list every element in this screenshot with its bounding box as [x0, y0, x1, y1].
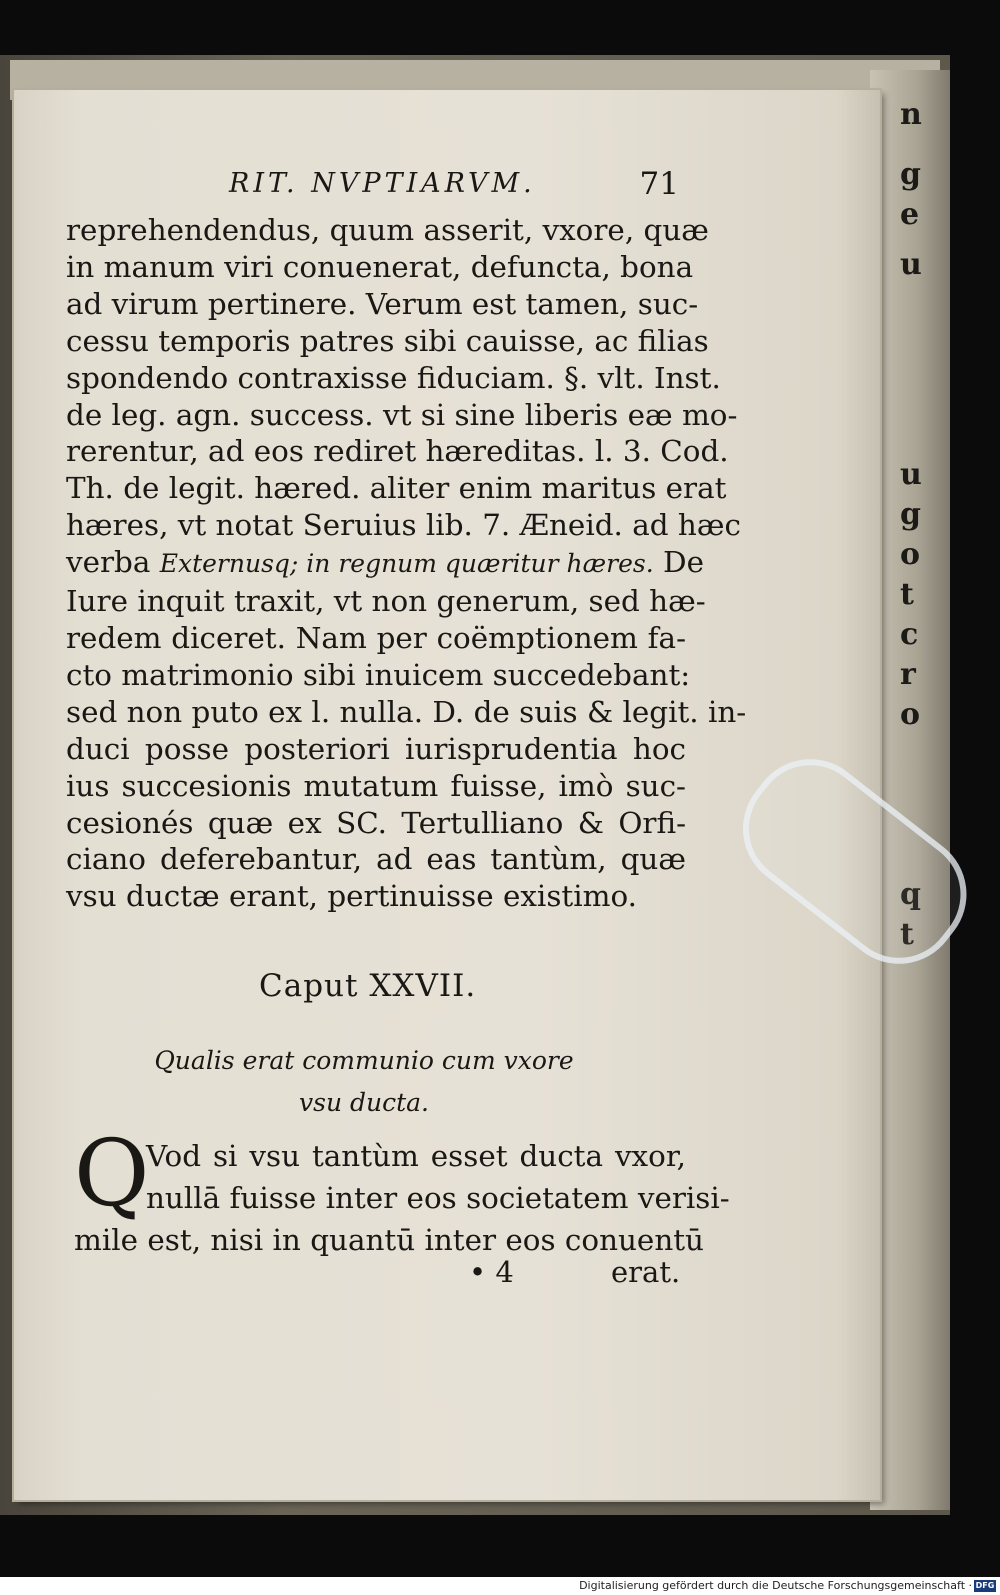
- text-line: reprehendendus, quum asserit, vxore, quæ: [66, 213, 709, 247]
- text-line: nullā fuisse inter eos societatem verisi-: [146, 1181, 730, 1215]
- dfg-logo: DFG: [975, 1581, 995, 1590]
- text-line: duci posse posteriori iurisprudentia hoc: [66, 731, 686, 766]
- text-line: cessu temporis patres sibi cauisse, ac filias: [66, 323, 709, 358]
- catchword: erat.: [611, 1255, 681, 1289]
- digitization-credit: Digitalisierung gefördert durch die Deutsche Forschungsgemeinschaft ·: [579, 1579, 972, 1592]
- text-line: vsu ductæ erant, pertinuisse existimo.: [66, 879, 638, 914]
- chapter-subtitle-line: vsu ducta.: [298, 1088, 429, 1117]
- running-head: [229, 168, 679, 208]
- adjacent-glyph: e: [900, 197, 920, 232]
- text-line: rerentur, ad eos rediret hæreditas. l. 3. Cod.: [66, 434, 729, 469]
- adjacent-glyph: t: [900, 917, 914, 952]
- text-line: redem diceret. Nam per coëmptionem fa-: [66, 620, 686, 655]
- signature-mark: • 4: [469, 1255, 514, 1289]
- verba-after: De: [663, 545, 704, 580]
- text-line: ciano deferebantur, ad eas tantùm, quæ: [66, 842, 686, 877]
- verba-word: verba: [66, 545, 151, 580]
- adjacent-glyph: r: [900, 657, 916, 692]
- book-page: [14, 90, 880, 1500]
- text-line: Vod si vsu tantùm esset ducta vxor,: [146, 1139, 686, 1173]
- adjacent-glyph: g: [900, 497, 921, 532]
- text-line: Iure inquit traxit, vt non generum, sed hæ-: [66, 584, 706, 619]
- adjacent-glyph: c: [900, 617, 919, 652]
- text-line: mile est, nisi in quantū inter eos conuentū: [74, 1223, 704, 1257]
- main-text-block: [66, 212, 747, 915]
- text-line: hæres, vt notat Seruius lib. 7. Æneid. ad hæc: [66, 508, 741, 543]
- verba-line: [66, 544, 704, 583]
- chapter-heading: Caput XXVII.: [259, 968, 477, 1004]
- chapter-subtitle-line: Qualis erat communio cum vxore: [154, 1046, 574, 1075]
- text-line: cesionés quæ ex SC. Tertulliano & Orfi-: [66, 805, 686, 840]
- chapter-subtitle: [134, 1040, 594, 1124]
- text-line: in manum viri conuenerat, defuncta, bona: [66, 249, 694, 284]
- text-line: sed non puto ex l. nulla. D. de suis & legit. in-: [66, 694, 747, 729]
- page-number: 71: [639, 166, 679, 202]
- text-line: ius succesionis mutatum fuisse, imò suc-: [66, 768, 686, 803]
- adjacent-glyph: u: [900, 247, 922, 282]
- adjacent-glyph: q: [900, 877, 921, 912]
- text-line: cto matrimonio sibi inuicem succedebant:: [66, 657, 691, 692]
- adjacent-glyph: t: [900, 577, 914, 612]
- drop-cap-initial: Q: [74, 1120, 150, 1227]
- adjacent-glyph: n: [900, 97, 922, 132]
- text-line: ad virum pertinere. Verum est tamen, suc-: [66, 286, 699, 321]
- text-line: de leg. agn. success. vt si sine liberis eæ mo-: [66, 397, 738, 432]
- adjacent-glyph: o: [900, 697, 921, 732]
- adjacent-glyph: u: [900, 457, 922, 492]
- text-line: spondendo contraxisse fiduciam. §. vlt. Inst.: [66, 360, 721, 395]
- adjacent-page-fragments: [870, 70, 950, 1510]
- text-line: Th. de legit. hæred. aliter enim maritus erat: [66, 471, 727, 506]
- running-head-title: RIT. NVPTIARVM.: [229, 168, 536, 199]
- adjacent-glyph: o: [900, 537, 921, 572]
- adjacent-glyph: g: [900, 157, 921, 192]
- adjacent-page-strip: [870, 70, 950, 1510]
- chapter-paragraph: [146, 1135, 730, 1219]
- virgil-quotation: Externusq; in regnum quæritur hæres.: [159, 549, 654, 579]
